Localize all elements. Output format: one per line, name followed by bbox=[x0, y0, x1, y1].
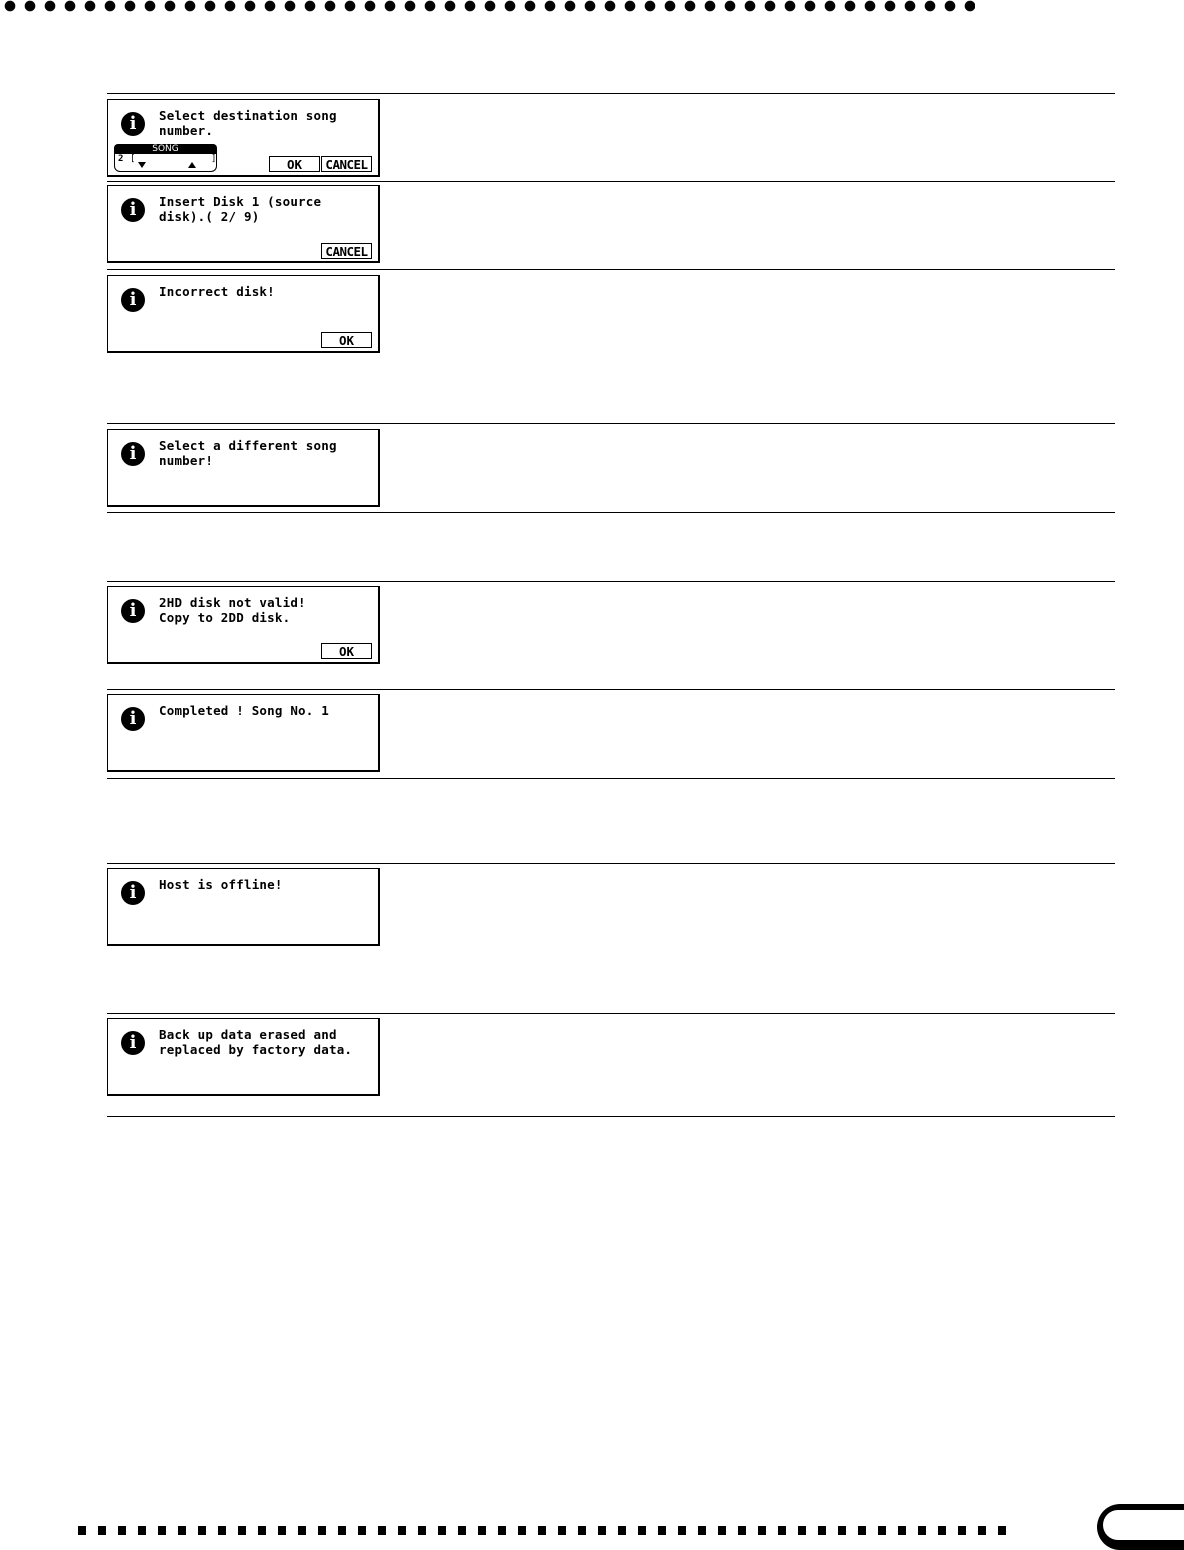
lcd-dialog-2hd-not-valid bbox=[107, 586, 380, 664]
lcd-dialog-insert-disk bbox=[107, 185, 380, 263]
info-icon: i bbox=[121, 881, 145, 905]
info-icon: i bbox=[121, 599, 145, 623]
dialog-message: Back up data erased and replaced by factory data. bbox=[159, 1027, 353, 1057]
divider-rule bbox=[107, 1116, 1115, 1117]
divider-rule bbox=[107, 512, 1115, 513]
song-label: SONG bbox=[114, 144, 217, 154]
divider-rule bbox=[107, 863, 1115, 864]
info-icon: i bbox=[121, 707, 145, 731]
song-number-selector[interactable] bbox=[114, 144, 217, 172]
info-icon: i bbox=[121, 1031, 145, 1055]
dialog-message: Select a different song number! bbox=[159, 438, 337, 468]
divider-rule bbox=[107, 181, 1115, 182]
decrement-arrow-icon[interactable] bbox=[138, 162, 146, 168]
increment-arrow-icon[interactable] bbox=[188, 162, 196, 168]
song-right-bracket: ] bbox=[211, 154, 217, 164]
divider-rule bbox=[107, 1013, 1115, 1014]
lcd-dialog-host-offline bbox=[107, 868, 380, 946]
song-field bbox=[114, 153, 217, 172]
lcd-dialog-backup-erased bbox=[107, 1018, 380, 1096]
cancel-button[interactable]: CANCEL bbox=[321, 243, 372, 259]
dialog-message: Completed ! Song No. 1 bbox=[159, 703, 329, 718]
lcd-dialog-different-song bbox=[107, 429, 380, 507]
bottom-square-border bbox=[78, 1526, 1018, 1535]
info-icon: i bbox=[121, 198, 145, 222]
divider-rule bbox=[107, 689, 1115, 690]
divider-rule bbox=[107, 581, 1115, 582]
dialog-message: Insert Disk 1 (source disk).( 2/ 9) bbox=[159, 194, 322, 224]
lcd-dialog-select-destination bbox=[107, 99, 380, 177]
song-value: 2 bbox=[118, 154, 124, 164]
info-icon: i bbox=[121, 442, 145, 466]
info-icon: i bbox=[121, 112, 145, 136]
top-dot-border bbox=[0, 0, 975, 12]
song-left-bracket: [ bbox=[130, 154, 136, 164]
info-icon: i bbox=[121, 288, 145, 312]
dialog-message: 2HD disk not valid! Copy to 2DD disk. bbox=[159, 595, 306, 625]
divider-rule bbox=[107, 93, 1115, 94]
lcd-dialog-incorrect-disk bbox=[107, 275, 380, 353]
divider-rule bbox=[107, 269, 1115, 270]
ok-button[interactable]: OK bbox=[321, 332, 372, 348]
dialog-message: Host is offline! bbox=[159, 877, 283, 892]
divider-rule bbox=[107, 778, 1115, 779]
dialog-message: Select destination song number. bbox=[159, 108, 337, 138]
lcd-dialog-completed bbox=[107, 694, 380, 772]
cancel-button[interactable]: CANCEL bbox=[321, 156, 372, 172]
dialog-message: Incorrect disk! bbox=[159, 284, 275, 299]
ok-button[interactable]: OK bbox=[321, 643, 372, 659]
divider-rule bbox=[107, 423, 1115, 424]
page-tab-inner bbox=[1103, 1510, 1184, 1540]
ok-button[interactable]: OK bbox=[269, 156, 320, 172]
